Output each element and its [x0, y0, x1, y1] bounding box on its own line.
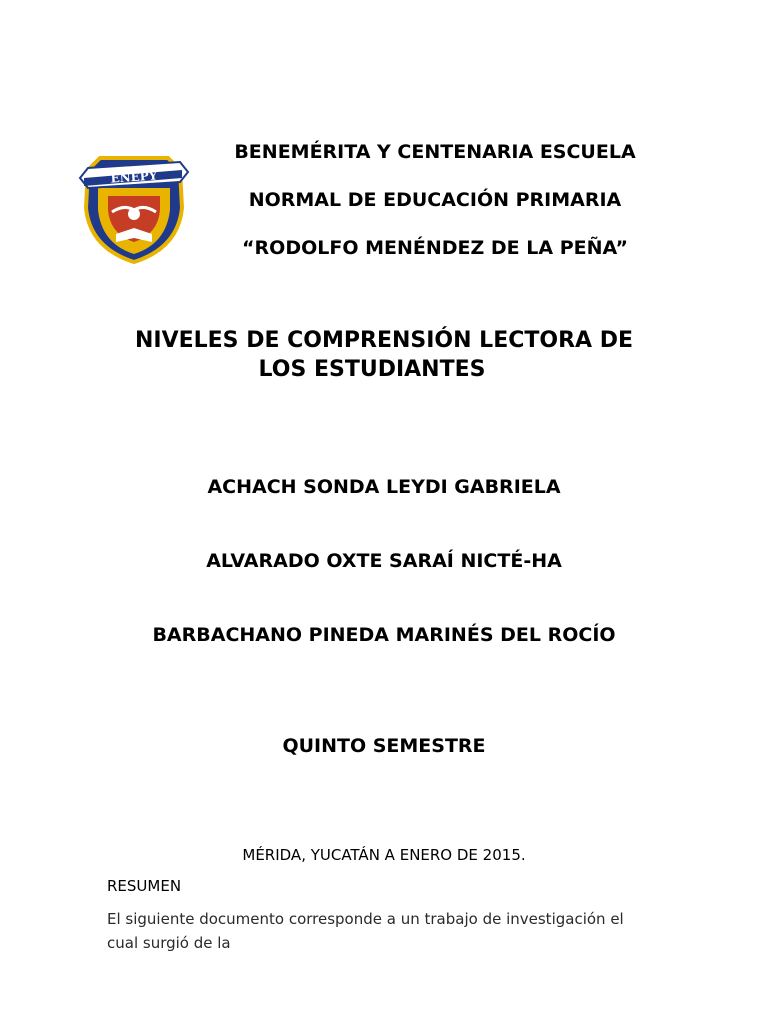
logo-banner-text: ENEPY [110, 168, 158, 186]
author-name: ALVARADO OXTE SARAÍ NICTÉ-HA [206, 550, 562, 572]
document-title [80, 326, 688, 384]
document-title-line-1: NIVELES DE COMPRENSIÓN LECTORA DE [134, 328, 634, 353]
author-name: ACHACH SONDA LEYDI GABRIELA [207, 476, 561, 498]
school-crest-logo [78, 148, 190, 266]
school-name-line-1: BENEMÉRITA Y CENTENARIA ESCUELA [234, 141, 636, 163]
abstract-heading: RESUMEN [107, 877, 182, 895]
document-title-line-2: LOS ESTUDIANTES [258, 357, 486, 382]
abstract-body: El siguiente documento corresponde a un trabajo de investigación el cual surgió de la [107, 910, 624, 952]
school-name-line-3: “RODOLFO MENÉNDEZ DE LA PEÑA” [242, 237, 628, 259]
school-name-line-2: NORMAL DE EDUCACIÓN PRIMARIA [248, 189, 622, 211]
place-and-date: MÉRIDA, YUCATÁN A ENERO DE 2015. [242, 846, 526, 864]
author-name: BARBACHANO PINEDA MARINÉS DEL ROCÍO [152, 624, 616, 646]
semester-label: QUINTO SEMESTRE [282, 735, 486, 757]
